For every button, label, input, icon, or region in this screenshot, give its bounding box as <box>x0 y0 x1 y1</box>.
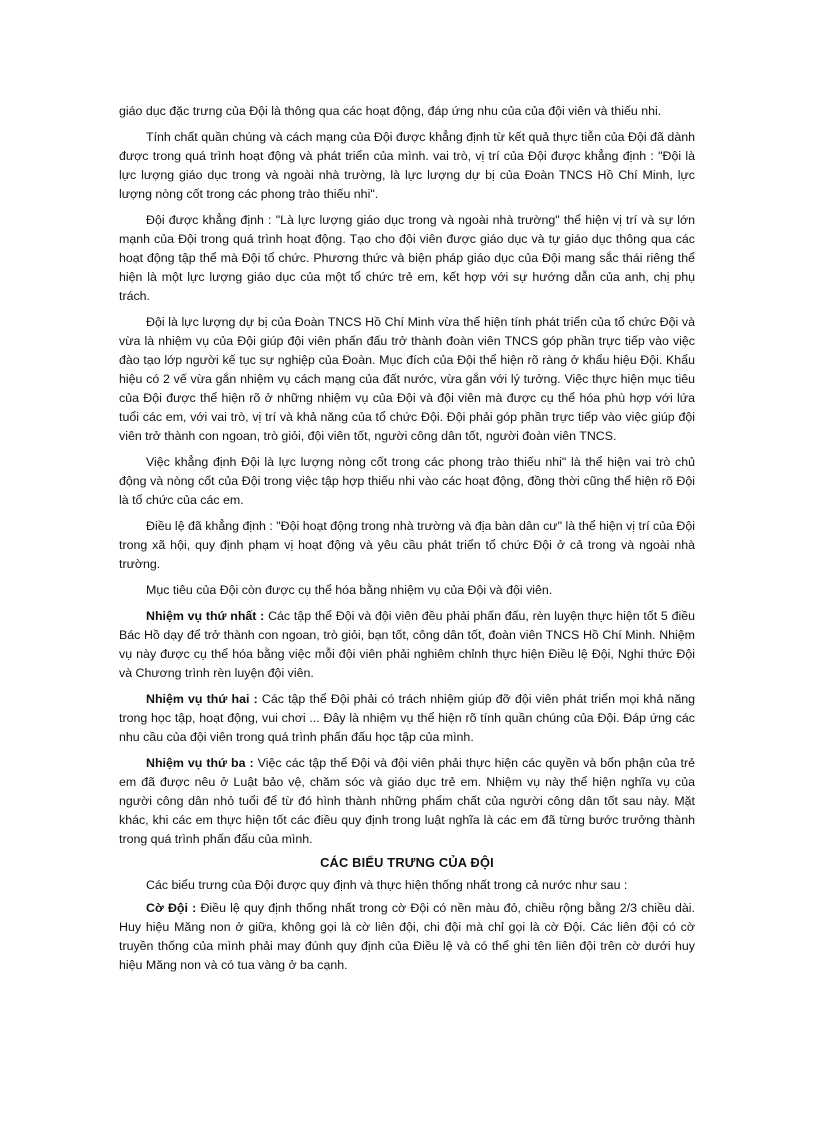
paragraph-continuation: giáo dục đặc trưng của Đội là thông qua các hoạt động, đáp ứng nhu của của đội viên và thiếu nhi. <box>119 104 662 118</box>
flag-lead: Cờ Đội : <box>146 901 197 915</box>
paragraph-flag <box>119 899 695 975</box>
task-three-text: Việc các tập thể Đội và đội viên phải thực hiện các quyền và bổn phận của trẻ em đã được nêu ở Luật bảo vệ, chăm sóc và giáo dục trẻ em. Nhiệm vụ này thể hiện nghĩa vụ của người công dân nhỏ tuổi để từ đó hình thành những phẩm chất của người công dân tốt sau này. Mặt khác, khi các em thực hiện tốt các điều quy định trong luật nghĩa là các em đã từng bước trưởng thành trong quá trình phấn đấu của mình. <box>119 756 695 846</box>
section-heading: CÁC BIỂU TRƯNG CỦA ĐỘI <box>320 855 494 870</box>
paragraph-charter: Điều lệ đã khẳng định : "Đội hoạt động trong nhà trường và địa bàn dân cư" là thể hiện vị trí của Đội trong xã hội, quy định phạm vị hoạt động và yêu cầu phát triển tổ chức Đội ở cả trong và ngoài nhà trường. <box>119 519 695 571</box>
paragraph-objective: Mục tiêu của Đội còn được cụ thể hóa bằng nhiệm vụ của Đội và đội viên. <box>146 583 553 597</box>
paragraph-education-force: Đội được khẳng định : "Là lực lượng giáo dục trong và ngoài nhà trường" thể hiện vị trí và sự lớn mạnh của Đội trong quá trình hoạt động. Tạo cho đội viên được giáo dục và tự giáo dục thông qua các hoạt động tập thể mà Đội tổ chức. Phương thức và biện pháp giáo dục của Đội mang sắc thái riêng thể hiện là một lực lượng giáo dục của một tổ chức trẻ em, kết hợp với sự hướng dẫn của anh, chị phụ trách. <box>119 213 695 303</box>
task-two-lead: Nhiệm vụ thứ hai : <box>146 692 258 706</box>
paragraph-intro: Các biểu trưng của Đội được quy định và thực hiện thống nhất trong cả nước như sau : <box>146 878 628 892</box>
paragraph-task-one <box>119 607 695 683</box>
task-one-lead: Nhiệm vụ thứ nhất : <box>146 609 265 623</box>
paragraph-mass-character: Tính chất quần chúng và cách mạng của Đội được khẳng định từ kết quả thực tiễn của Đội đã dành được trong quá trình hoạt động và phát triển của mình. vai trò, vị trí của Đội được khẳng định : "Đội là lực lượng giáo dục trong và ngoài nhà trường, là lực lượng dự bị của Đoàn TNCS Hồ Chí Minh, lực lượng nòng cốt trong các phong trào thiếu nhi". <box>119 130 695 201</box>
flag-text: Điều lệ quy định thống nhất trong cờ Đội có nền màu đỏ, chiều rộng bằng 2/3 chiều dài. Huy hiệu Măng non ở giữa, không gọi là cờ liên đội, chi đội mà chỉ gọi là cờ Đội. Các liên đội có cờ truyền thống của mình phải may đúnh quy định của Điều lệ và có thể ghi tên liên đội trên cờ dưới huy hiệu Măng non và có tua vàng ở ba cạnh. <box>119 901 695 972</box>
paragraph-task-two <box>119 690 695 747</box>
document-page <box>119 102 695 982</box>
paragraph-task-three <box>119 754 695 849</box>
task-one-text: Các tập thể Đội và đội viên đều phải phấn đấu, rèn luyện thực hiện tốt 5 điều Bác Hồ dạy để trở thành con ngoan, trò giỏi, bạn tốt, công dân tốt, đoàn viên TNCS Hồ Chí Minh. Nhiệm vụ này được cụ thể hóa bằng việc mỗi đội viên phải nghiêm chỉnh thực hiện Điều lệ Đội, Nghi thức Đội và Chương trình rèn luyện đội viên. <box>119 609 696 680</box>
paragraph-reserve-force: Đội là lực lượng dự bị của Đoàn TNCS Hồ Chí Minh vừa thể hiện tính phát triển của tổ chức Đội và vừa là nhiệm vụ của Đội giúp đội viên phấn đấu trở thành đoàn viên TNCS góp phần trực tiếp vào việc đào tạo lớp người kế tục sự nghiệp của Đoàn. Mục đích của Đội thể hiện rõ ràng ở khẩu hiệu Đội. Khẩu hiệu có 2 vế vừa gắn nhiệm vụ cách mạng của đất nước, vừa gắn với lý tưởng. Việc thực hiện mục tiêu của Đội được thể hiện rõ ở những nhiệm vụ của Đội và đội viên mà được cụ thể hóa phù hợp với lứa tuổi các em, với vai trò, vị trí và khả năng của tổ chức Đội. Đội phải góp phần trực tiếp vào việc giúp đội viên trở thành con ngoan, trò giỏi, đội viên tốt, người công dân tốt, người đoàn viên TNCS. <box>119 315 695 443</box>
task-three-lead: Nhiệm vụ thứ ba : <box>146 756 254 770</box>
paragraph-core-force: Việc khẳng định Đội là lực lượng nòng cốt trong các phong trào thiếu nhi" là thể hiện vai trò chủ động và nòng cốt của Đội trong việc tập hợp thiếu nhi vào các hoạt động, đồng thời cũng thể hiện rõ Đội là tổ chức của các em. <box>119 455 695 507</box>
task-two-text: Các tập thể Đội phải có trách nhiệm giúp đỡ đội viên phát triển mọi khả năng trong học tập, hoạt động, vui chơi ... Đây là nhiệm vụ thể hiện rõ tính quần chúng của Đội. Đáp ứng các nhu cầu của đội viên trong quá trình phấn đấu học tập của mình. <box>119 692 695 744</box>
